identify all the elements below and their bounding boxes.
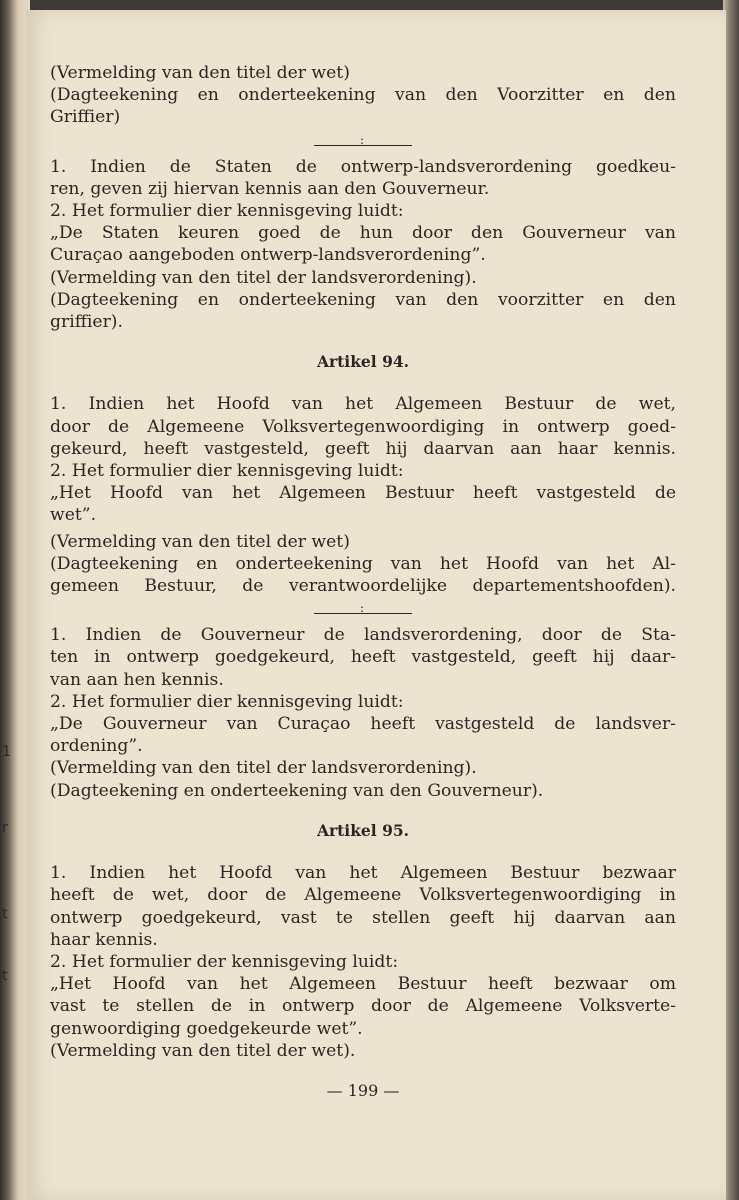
text-line: door de Algemeene Volksvertegenwoordiging in ontwerp goed- <box>50 416 676 437</box>
page-number: — 199 — <box>326 1080 400 1100</box>
text-line: haar kennis. <box>50 929 158 950</box>
text-line: 2. Het formulier dier kennisgeving luidt: <box>50 201 404 222</box>
text-line: gekeurd, heeft vastgesteld, geeft hij daarvan aan haar kennis. <box>50 438 676 459</box>
text-line: genwoordiging goedgekeurde wet”. <box>50 1018 363 1039</box>
document-page <box>26 10 726 1200</box>
text-line: griffier). <box>50 312 123 333</box>
text-line: (Vermelding van den titel der landsverordening). <box>50 758 477 779</box>
text-line: ontwerp goedgekeurd, vast te stellen geeft hij daarvan aan <box>50 907 676 928</box>
text-line: Curaçao aangeboden ontwerp-landsverordening”. <box>50 245 486 266</box>
article-heading: Artikel 95. <box>316 820 410 840</box>
section-separator <box>314 613 412 614</box>
text-line: (Dagteekening en onderteekening van den voorzitter en den <box>50 289 676 310</box>
text-line: ren, geven zij hiervan kennis aan den Gouverneur. <box>50 178 490 199</box>
text-line: ordening”. <box>50 736 143 757</box>
text-line: 1. Indien het Hoofd van het Algemeen Bestuur bezwaar <box>50 863 676 884</box>
text-line: Griffier) <box>50 107 121 128</box>
text-line: (Dagteekening en onderteekening van het Hoofd van het Al- <box>50 553 676 574</box>
text-line: (Dagteekening en onderteekening van den Gouverneur). <box>50 780 544 801</box>
margin-fragment: 1 <box>2 744 11 760</box>
text-line: „De Gouverneur van Curaçao heeft vastgesteld de landsver- <box>50 714 676 735</box>
text-line: heeft de wet, door de Algemeene Volksvertegenwoordiging in <box>50 885 676 906</box>
text-line: (Vermelding van den titel der landsverordening). <box>50 267 477 288</box>
margin-fragment: t <box>2 968 8 984</box>
margin-fragment: t <box>2 906 8 922</box>
text-line: vast te stellen de in ontwerp door de Algemeene Volksverte- <box>50 996 676 1017</box>
text-line: (Vermelding van den titel der wet) <box>50 63 350 83</box>
article-heading: Artikel 94. <box>316 352 410 372</box>
text-line: 1. Indien het Hoofd van het Algemeen Bestuur de wet, <box>50 394 676 415</box>
text-line: 2. Het formulier dier kennisgeving luidt: <box>50 461 404 482</box>
text-line: 2. Het formulier der kennisgeving luidt: <box>50 951 399 972</box>
text-line: (Vermelding van den titel der wet) <box>50 531 350 552</box>
text-line: van aan hen kennis. <box>50 669 224 690</box>
text-line: 2. Het formulier dier kennisgeving luidt: <box>50 691 404 712</box>
text-line: ten in ontwerp goedgekeurd, heeft vastgesteld, geeft hij daar- <box>50 647 676 668</box>
page-text <box>50 62 676 1102</box>
text-line: wet”. <box>50 505 97 526</box>
text-line: „De Staten keuren goed de hun door den Gouverneur van <box>50 223 676 244</box>
margin-fragment: r <box>2 820 8 836</box>
text-line: 1. Indien de Gouverneur de landsverordening, door de Sta- <box>50 625 676 646</box>
text-line: (Dagteekening en onderteekening van den Voorzitter en den <box>50 85 676 106</box>
section-separator <box>314 145 412 146</box>
text-line: (Vermelding van den titel der wet). <box>50 1040 356 1061</box>
text-line: „Het Hoofd van het Algemeen Bestuur heeft bezwaar om <box>50 974 676 995</box>
text-line: 1. Indien de Staten de ontwerp-landsverordening goedkeu- <box>50 156 676 177</box>
text-line: gemeen Bestuur, de verantwoordelijke departementshoofden). <box>50 576 676 597</box>
text-line: „Het Hoofd van het Algemeen Bestuur heeft vastgesteld de <box>50 483 676 504</box>
